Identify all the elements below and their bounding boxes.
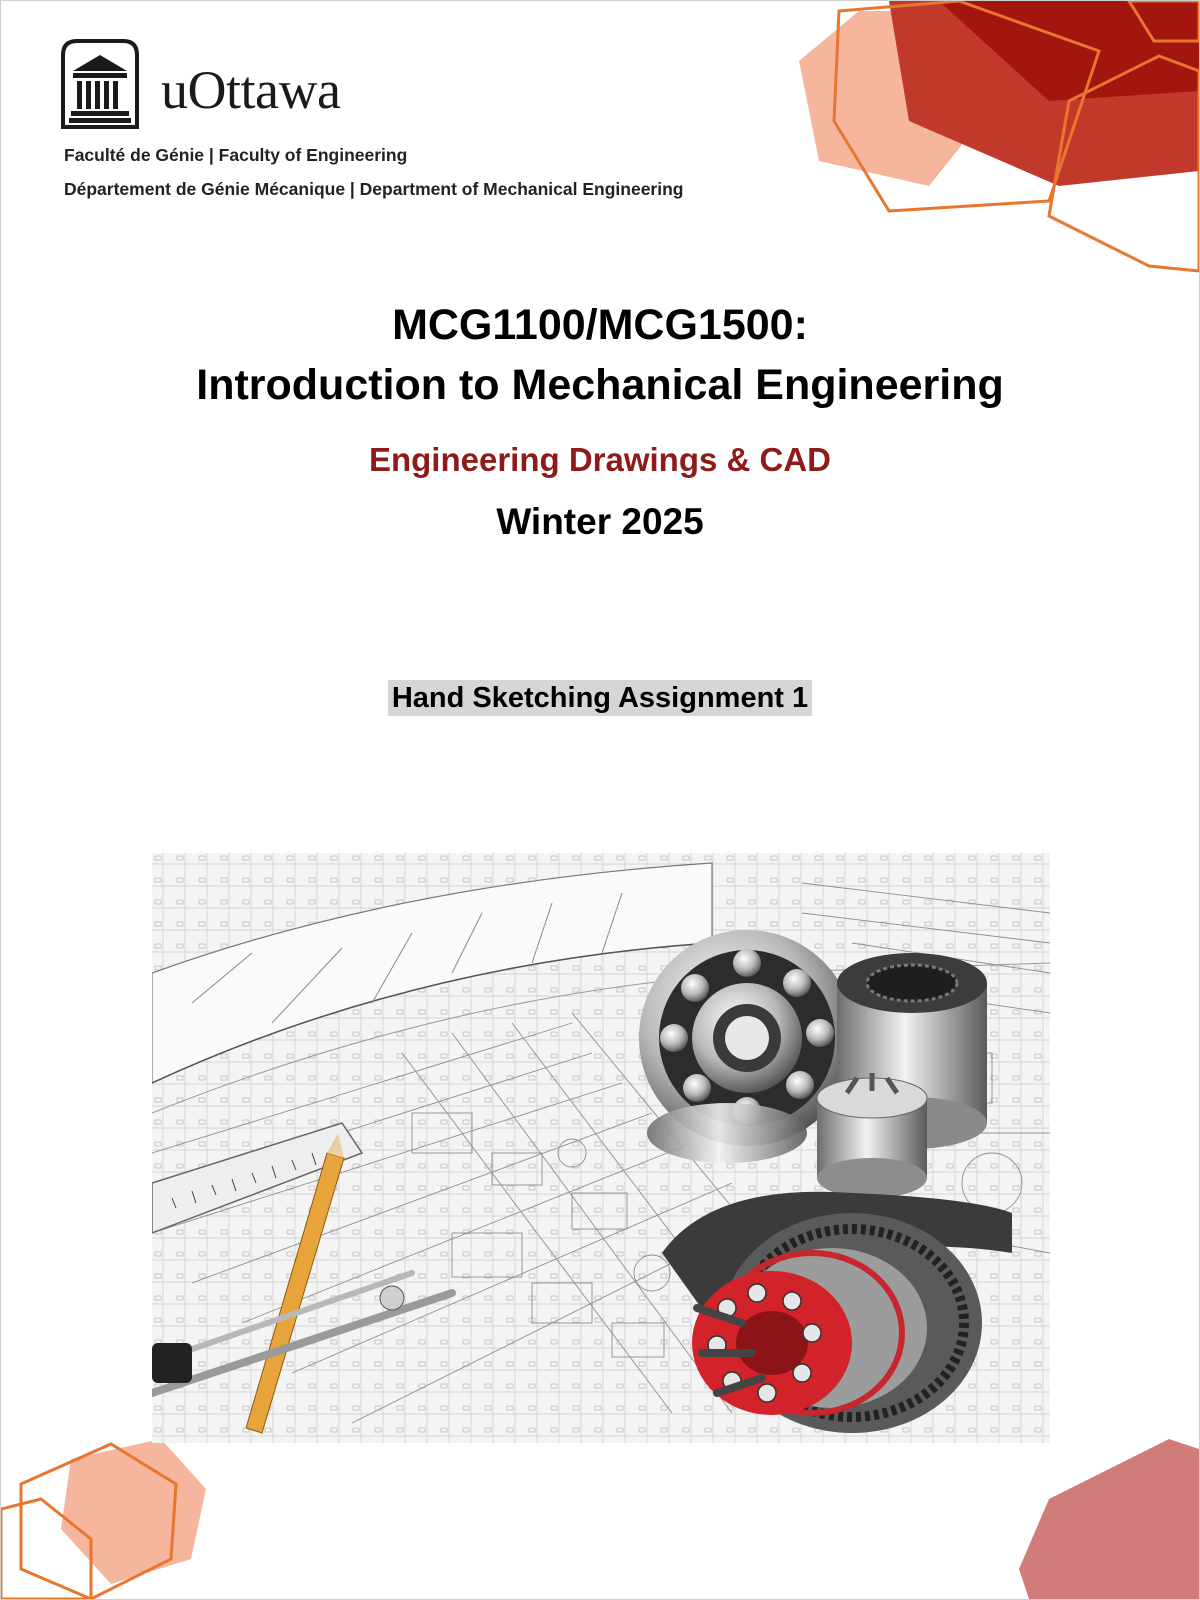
assignment-title: Hand Sketching Assignment 1 bbox=[388, 680, 812, 716]
piston-part-icon bbox=[817, 1073, 927, 1198]
decorative-hexagons-top-right bbox=[799, 1, 1199, 281]
assignment-title-wrapper bbox=[1, 680, 1199, 716]
decorative-hexagon-bottom-right bbox=[1019, 1439, 1199, 1599]
department-name: Département de Génie Mécanique | Department of Mechanical Engineering bbox=[64, 179, 684, 199]
logo-wordmark: uOttawa bbox=[161, 60, 341, 120]
building-emblem-icon bbox=[59, 37, 141, 129]
decorative-hexagons-bottom-left bbox=[1, 1429, 211, 1599]
blueprint-illustration bbox=[152, 853, 1050, 1443]
course-name: Introduction to Mechanical Engineering bbox=[196, 361, 1004, 409]
second-bearing-icon bbox=[647, 1103, 807, 1163]
cover-illustration bbox=[152, 853, 1050, 1443]
faculty-name: Faculté de Génie | Faculty of Engineering bbox=[64, 145, 408, 165]
uottawa-logo bbox=[59, 37, 340, 129]
course-code: MCG1100/MCG1500: bbox=[392, 301, 808, 349]
subject-title: Engineering Drawings & CAD bbox=[368, 441, 832, 478]
term-label: Winter 2025 bbox=[496, 501, 704, 542]
